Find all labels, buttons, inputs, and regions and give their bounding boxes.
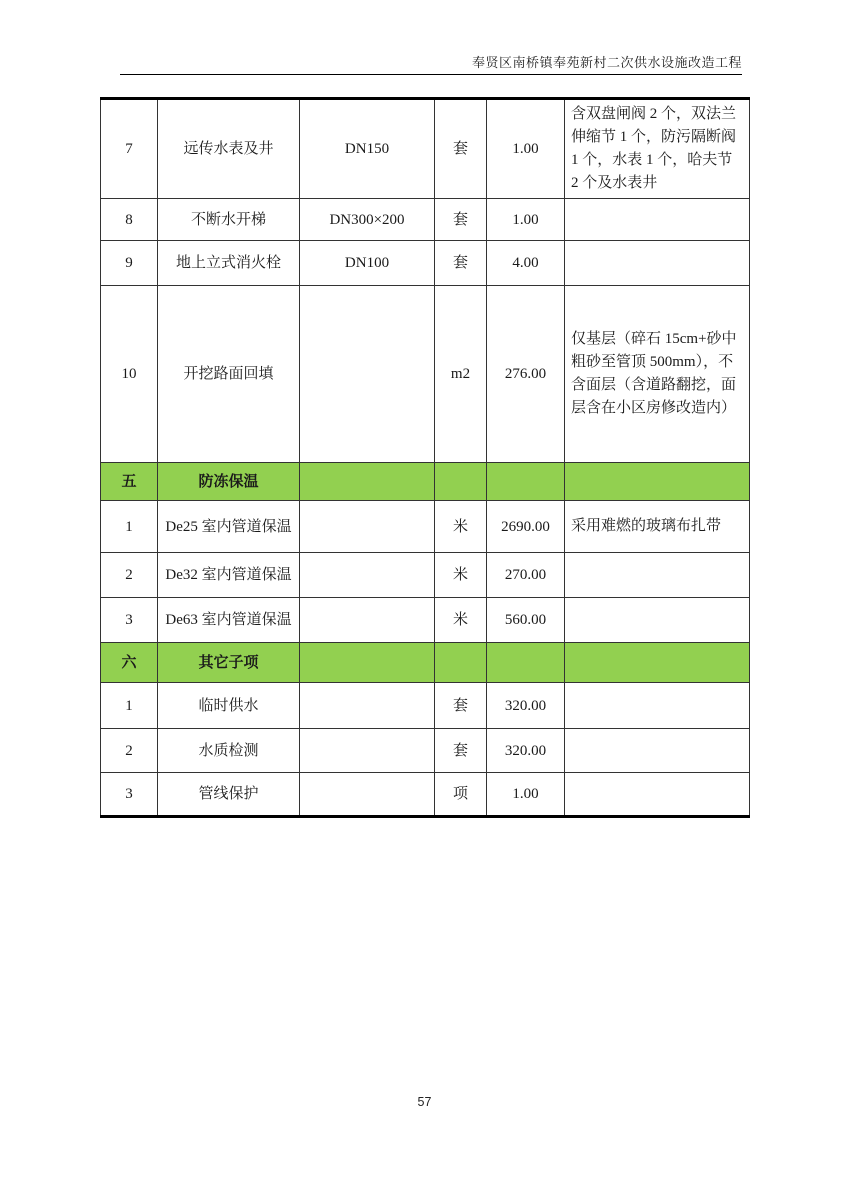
cell-serial-number: 3: [101, 773, 158, 817]
cell-quantity: 1.00: [487, 199, 565, 241]
table-row: [101, 598, 750, 643]
cell-unit: 套: [435, 199, 487, 241]
cell-serial-number: 1: [101, 501, 158, 553]
cell-quantity: 270.00: [487, 553, 565, 598]
cell-specification: DN100: [300, 241, 435, 286]
table-row: [101, 99, 750, 199]
cell-remark: [565, 773, 750, 817]
cell-serial-number: 1: [101, 683, 158, 729]
cell-specification: [300, 683, 435, 729]
table-row: [101, 241, 750, 286]
table-row: [101, 501, 750, 553]
cell-item-name: De25 室内管道保温: [158, 501, 300, 553]
cell-section-title: 防冻保温: [158, 463, 300, 501]
cell-item-name: 水质检测: [158, 729, 300, 773]
cell-serial-number: 9: [101, 241, 158, 286]
table-row: [101, 199, 750, 241]
cell-remark: 采用难燃的玻璃布扎带: [565, 501, 750, 553]
cell-specification: [300, 773, 435, 817]
cell-remark: [565, 553, 750, 598]
section-header-row: [101, 643, 750, 683]
cell-item-name: 开挖路面回填: [158, 286, 300, 463]
table-row: [101, 286, 750, 463]
cell-unit: 米: [435, 598, 487, 643]
cell-quantity: 276.00: [487, 286, 565, 463]
cell-serial-number: 8: [101, 199, 158, 241]
cell-specification: [300, 286, 435, 463]
cell-specification: [300, 463, 435, 501]
cell-quantity: 4.00: [487, 241, 565, 286]
cell-specification: DN150: [300, 99, 435, 199]
table-row: [101, 683, 750, 729]
cell-quantity: 2690.00: [487, 501, 565, 553]
cell-unit: 套: [435, 241, 487, 286]
cell-specification: [300, 729, 435, 773]
cell-remark: [565, 241, 750, 286]
cell-unit: 套: [435, 729, 487, 773]
cell-unit: m2: [435, 286, 487, 463]
table-row: [101, 729, 750, 773]
cell-item-name: 不断水开梯: [158, 199, 300, 241]
cell-unit: 套: [435, 99, 487, 199]
cell-item-name: 远传水表及井: [158, 99, 300, 199]
cell-item-name: De63 室内管道保温: [158, 598, 300, 643]
bill-of-quantities-table: [100, 97, 750, 818]
cell-remark: [565, 199, 750, 241]
cell-specification: [300, 643, 435, 683]
cell-unit: [435, 463, 487, 501]
section-header-row: [101, 463, 750, 501]
cell-remark: 仅基层（碎石 15cm+砂中粗砂至管顶 500mm），不含面层（含道路翻挖，面层含在小区房修改造内）: [565, 286, 750, 463]
cell-quantity: 1.00: [487, 99, 565, 199]
cell-quantity: 560.00: [487, 598, 565, 643]
cell-remark: 含双盘闸阀 2 个，双法兰伸缩节 1 个，防污隔断阀 1 个，水表 1 个，哈夫节 2 个及水表井: [565, 99, 750, 199]
cell-quantity: 320.00: [487, 729, 565, 773]
cell-specification: [300, 598, 435, 643]
cell-item-name: 管线保护: [158, 773, 300, 817]
cell-unit: 米: [435, 501, 487, 553]
cell-quantity: 1.00: [487, 773, 565, 817]
table-row: [101, 553, 750, 598]
cell-unit: [435, 643, 487, 683]
cell-section-number: 六: [101, 643, 158, 683]
document-header-title: 奉贤区南桥镇奉苑新村二次供水设施改造工程: [471, 55, 742, 70]
cell-serial-number: 7: [101, 99, 158, 199]
cell-serial-number: 2: [101, 553, 158, 598]
table-row: [101, 773, 750, 817]
cell-remark: [565, 463, 750, 501]
cell-unit: 项: [435, 773, 487, 817]
cell-section-title: 其它子项: [158, 643, 300, 683]
cell-section-number: 五: [101, 463, 158, 501]
cell-serial-number: 2: [101, 729, 158, 773]
cell-specification: DN300×200: [300, 199, 435, 241]
cell-specification: [300, 501, 435, 553]
cell-unit: 米: [435, 553, 487, 598]
cell-remark: [565, 729, 750, 773]
cell-serial-number: 3: [101, 598, 158, 643]
cell-item-name: 地上立式消火栓: [158, 241, 300, 286]
header-divider-line: [120, 74, 742, 75]
cell-quantity: [487, 463, 565, 501]
cell-item-name: 临时供水: [158, 683, 300, 729]
cell-quantity: [487, 643, 565, 683]
cell-item-name: De32 室内管道保温: [158, 553, 300, 598]
cell-quantity: 320.00: [487, 683, 565, 729]
cell-remark: [565, 598, 750, 643]
cell-serial-number: 10: [101, 286, 158, 463]
cell-remark: [565, 643, 750, 683]
cell-remark: [565, 683, 750, 729]
cell-unit: 套: [435, 683, 487, 729]
cell-specification: [300, 553, 435, 598]
page-number: 57: [417, 1095, 432, 1109]
